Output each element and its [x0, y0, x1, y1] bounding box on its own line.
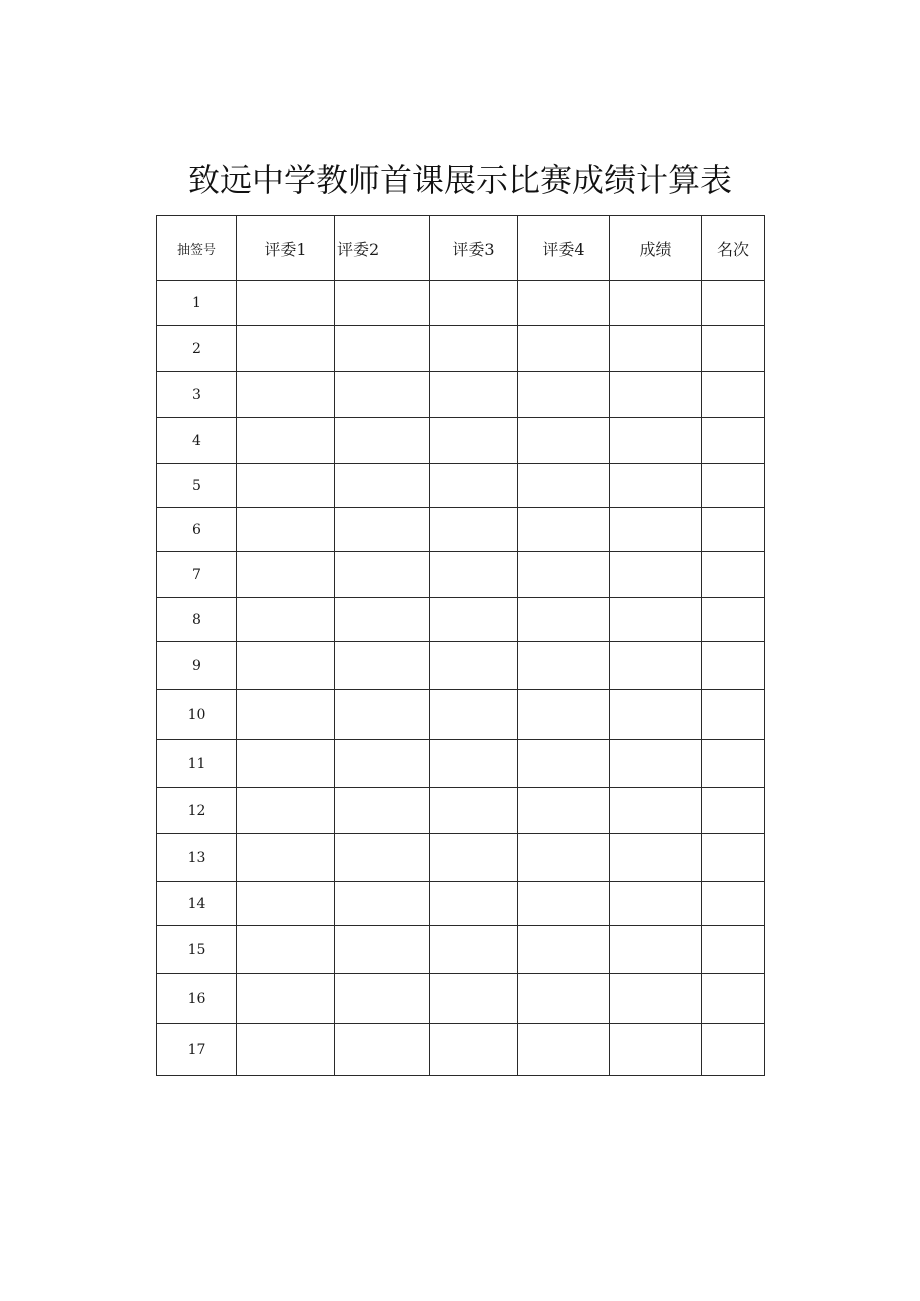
- judge-4-cell: [518, 740, 610, 788]
- judge-3-cell: [430, 598, 518, 642]
- judge-4-cell: [518, 788, 610, 834]
- judge-2-cell: [335, 281, 430, 326]
- judge-3-cell: [430, 788, 518, 834]
- judge-1-cell: [237, 326, 335, 372]
- judge-1-cell: [237, 690, 335, 740]
- judge-4-cell: [518, 281, 610, 326]
- judge-2-cell: [335, 598, 430, 642]
- judge-2-cell: [335, 418, 430, 464]
- score-cell: [610, 926, 702, 974]
- judge-1-cell: [237, 882, 335, 926]
- judge-1-cell: [237, 552, 335, 598]
- judge-3-cell: [430, 1024, 518, 1076]
- judge-1-cell: [237, 1024, 335, 1076]
- draw-number-cell: 15: [157, 926, 237, 974]
- table-row: [157, 281, 765, 326]
- page-title: 致远中学教师首课展示比赛成绩计算表: [187, 161, 732, 199]
- judge-1-cell: [237, 926, 335, 974]
- draw-number-cell: 8: [157, 598, 237, 642]
- rank-cell: [702, 418, 765, 464]
- header-draw-number: 抽签号: [157, 216, 237, 281]
- draw-number-cell: 10: [157, 690, 237, 740]
- score-cell: [610, 1024, 702, 1076]
- judge-4-cell: [518, 882, 610, 926]
- judge-3-cell: [430, 690, 518, 740]
- judge-1-cell: [237, 372, 335, 418]
- table-row: [157, 974, 765, 1024]
- score-cell: [610, 690, 702, 740]
- judge-2-cell: [335, 882, 430, 926]
- rank-cell: [702, 788, 765, 834]
- table-body: [157, 281, 765, 1076]
- rank-cell: [702, 372, 765, 418]
- judge-4-cell: [518, 598, 610, 642]
- judge-1-cell: [237, 464, 335, 508]
- score-cell: [610, 281, 702, 326]
- judge-1-cell: [237, 598, 335, 642]
- table-row: [157, 598, 765, 642]
- table-row: [157, 926, 765, 974]
- judge-3-cell: [430, 740, 518, 788]
- judge-4-cell: [518, 1024, 610, 1076]
- header-judge-3: 评委3: [430, 216, 518, 281]
- header-judge-4: 评委4: [518, 216, 610, 281]
- judge-3-cell: [430, 974, 518, 1024]
- judge-1-cell: [237, 281, 335, 326]
- judge-1-cell: [237, 834, 335, 882]
- judge-3-cell: [430, 508, 518, 552]
- score-cell: [610, 740, 702, 788]
- header-rank: 名次: [702, 216, 765, 281]
- draw-number-cell: 9: [157, 642, 237, 690]
- judge-4-cell: [518, 834, 610, 882]
- judge-1-cell: [237, 788, 335, 834]
- header-row: [157, 216, 765, 281]
- rank-cell: [702, 926, 765, 974]
- judge-1-cell: [237, 974, 335, 1024]
- rank-cell: [702, 326, 765, 372]
- judge-2-cell: [335, 740, 430, 788]
- score-cell: [610, 974, 702, 1024]
- judge-3-cell: [430, 464, 518, 508]
- draw-number-cell: 14: [157, 882, 237, 926]
- score-cell: [610, 326, 702, 372]
- draw-number-cell: 1: [157, 281, 237, 326]
- table-row: [157, 508, 765, 552]
- judge-3-cell: [430, 552, 518, 598]
- judge-2-cell: [335, 326, 430, 372]
- judge-1-cell: [237, 642, 335, 690]
- score-cell: [610, 834, 702, 882]
- judge-2-cell: [335, 788, 430, 834]
- judge-2-cell: [335, 690, 430, 740]
- draw-number-cell: 16: [157, 974, 237, 1024]
- judge-3-cell: [430, 642, 518, 690]
- judge-4-cell: [518, 642, 610, 690]
- judge-1-cell: [237, 740, 335, 788]
- judge-4-cell: [518, 552, 610, 598]
- rank-cell: [702, 281, 765, 326]
- score-cell: [610, 788, 702, 834]
- judge-4-cell: [518, 464, 610, 508]
- score-cell: [610, 464, 702, 508]
- judge-3-cell: [430, 326, 518, 372]
- draw-number-cell: 3: [157, 372, 237, 418]
- table-row: [157, 834, 765, 882]
- judge-2-cell: [335, 926, 430, 974]
- judge-3-cell: [430, 926, 518, 974]
- rank-cell: [702, 740, 765, 788]
- rank-cell: [702, 464, 765, 508]
- judge-2-cell: [335, 642, 430, 690]
- rank-cell: [702, 642, 765, 690]
- table-row: [157, 1024, 765, 1076]
- rank-cell: [702, 508, 765, 552]
- rank-cell: [702, 834, 765, 882]
- judge-3-cell: [430, 281, 518, 326]
- table-row: [157, 788, 765, 834]
- score-cell: [610, 508, 702, 552]
- table-row: [157, 372, 765, 418]
- judge-4-cell: [518, 372, 610, 418]
- judge-2-cell: [335, 552, 430, 598]
- table-row: [157, 464, 765, 508]
- score-table: [156, 215, 765, 1076]
- judge-4-cell: [518, 974, 610, 1024]
- draw-number-cell: 12: [157, 788, 237, 834]
- score-cell: [610, 598, 702, 642]
- table-row: [157, 690, 765, 740]
- draw-number-cell: 5: [157, 464, 237, 508]
- header-judge-1: 评委1: [237, 216, 335, 281]
- score-cell: [610, 372, 702, 418]
- draw-number-cell: 7: [157, 552, 237, 598]
- table-row: [157, 552, 765, 598]
- draw-number-cell: 17: [157, 1024, 237, 1076]
- header-score: 成绩: [610, 216, 702, 281]
- judge-3-cell: [430, 834, 518, 882]
- judge-4-cell: [518, 326, 610, 372]
- judge-2-cell: [335, 1024, 430, 1076]
- table-row: [157, 882, 765, 926]
- judge-3-cell: [430, 372, 518, 418]
- judge-2-cell: [335, 508, 430, 552]
- rank-cell: [702, 598, 765, 642]
- score-cell: [610, 882, 702, 926]
- judge-1-cell: [237, 508, 335, 552]
- table-row: [157, 418, 765, 464]
- judge-2-cell: [335, 372, 430, 418]
- draw-number-cell: 6: [157, 508, 237, 552]
- draw-number-cell: 13: [157, 834, 237, 882]
- score-cell: [610, 642, 702, 690]
- rank-cell: [702, 1024, 765, 1076]
- table-row: [157, 326, 765, 372]
- draw-number-cell: 4: [157, 418, 237, 464]
- score-cell: [610, 552, 702, 598]
- judge-4-cell: [518, 418, 610, 464]
- judge-4-cell: [518, 690, 610, 740]
- rank-cell: [702, 974, 765, 1024]
- score-cell: [610, 418, 702, 464]
- judge-3-cell: [430, 882, 518, 926]
- table-row: [157, 740, 765, 788]
- judge-2-cell: [335, 834, 430, 882]
- draw-number-cell: 11: [157, 740, 237, 788]
- table-row: [157, 642, 765, 690]
- judge-3-cell: [430, 418, 518, 464]
- rank-cell: [702, 882, 765, 926]
- judge-4-cell: [518, 508, 610, 552]
- judge-4-cell: [518, 926, 610, 974]
- judge-2-cell: [335, 974, 430, 1024]
- rank-cell: [702, 690, 765, 740]
- rank-cell: [702, 552, 765, 598]
- draw-number-cell: 2: [157, 326, 237, 372]
- judge-1-cell: [237, 418, 335, 464]
- judge-2-cell: [335, 464, 430, 508]
- header-judge-2: 评委2: [335, 216, 430, 281]
